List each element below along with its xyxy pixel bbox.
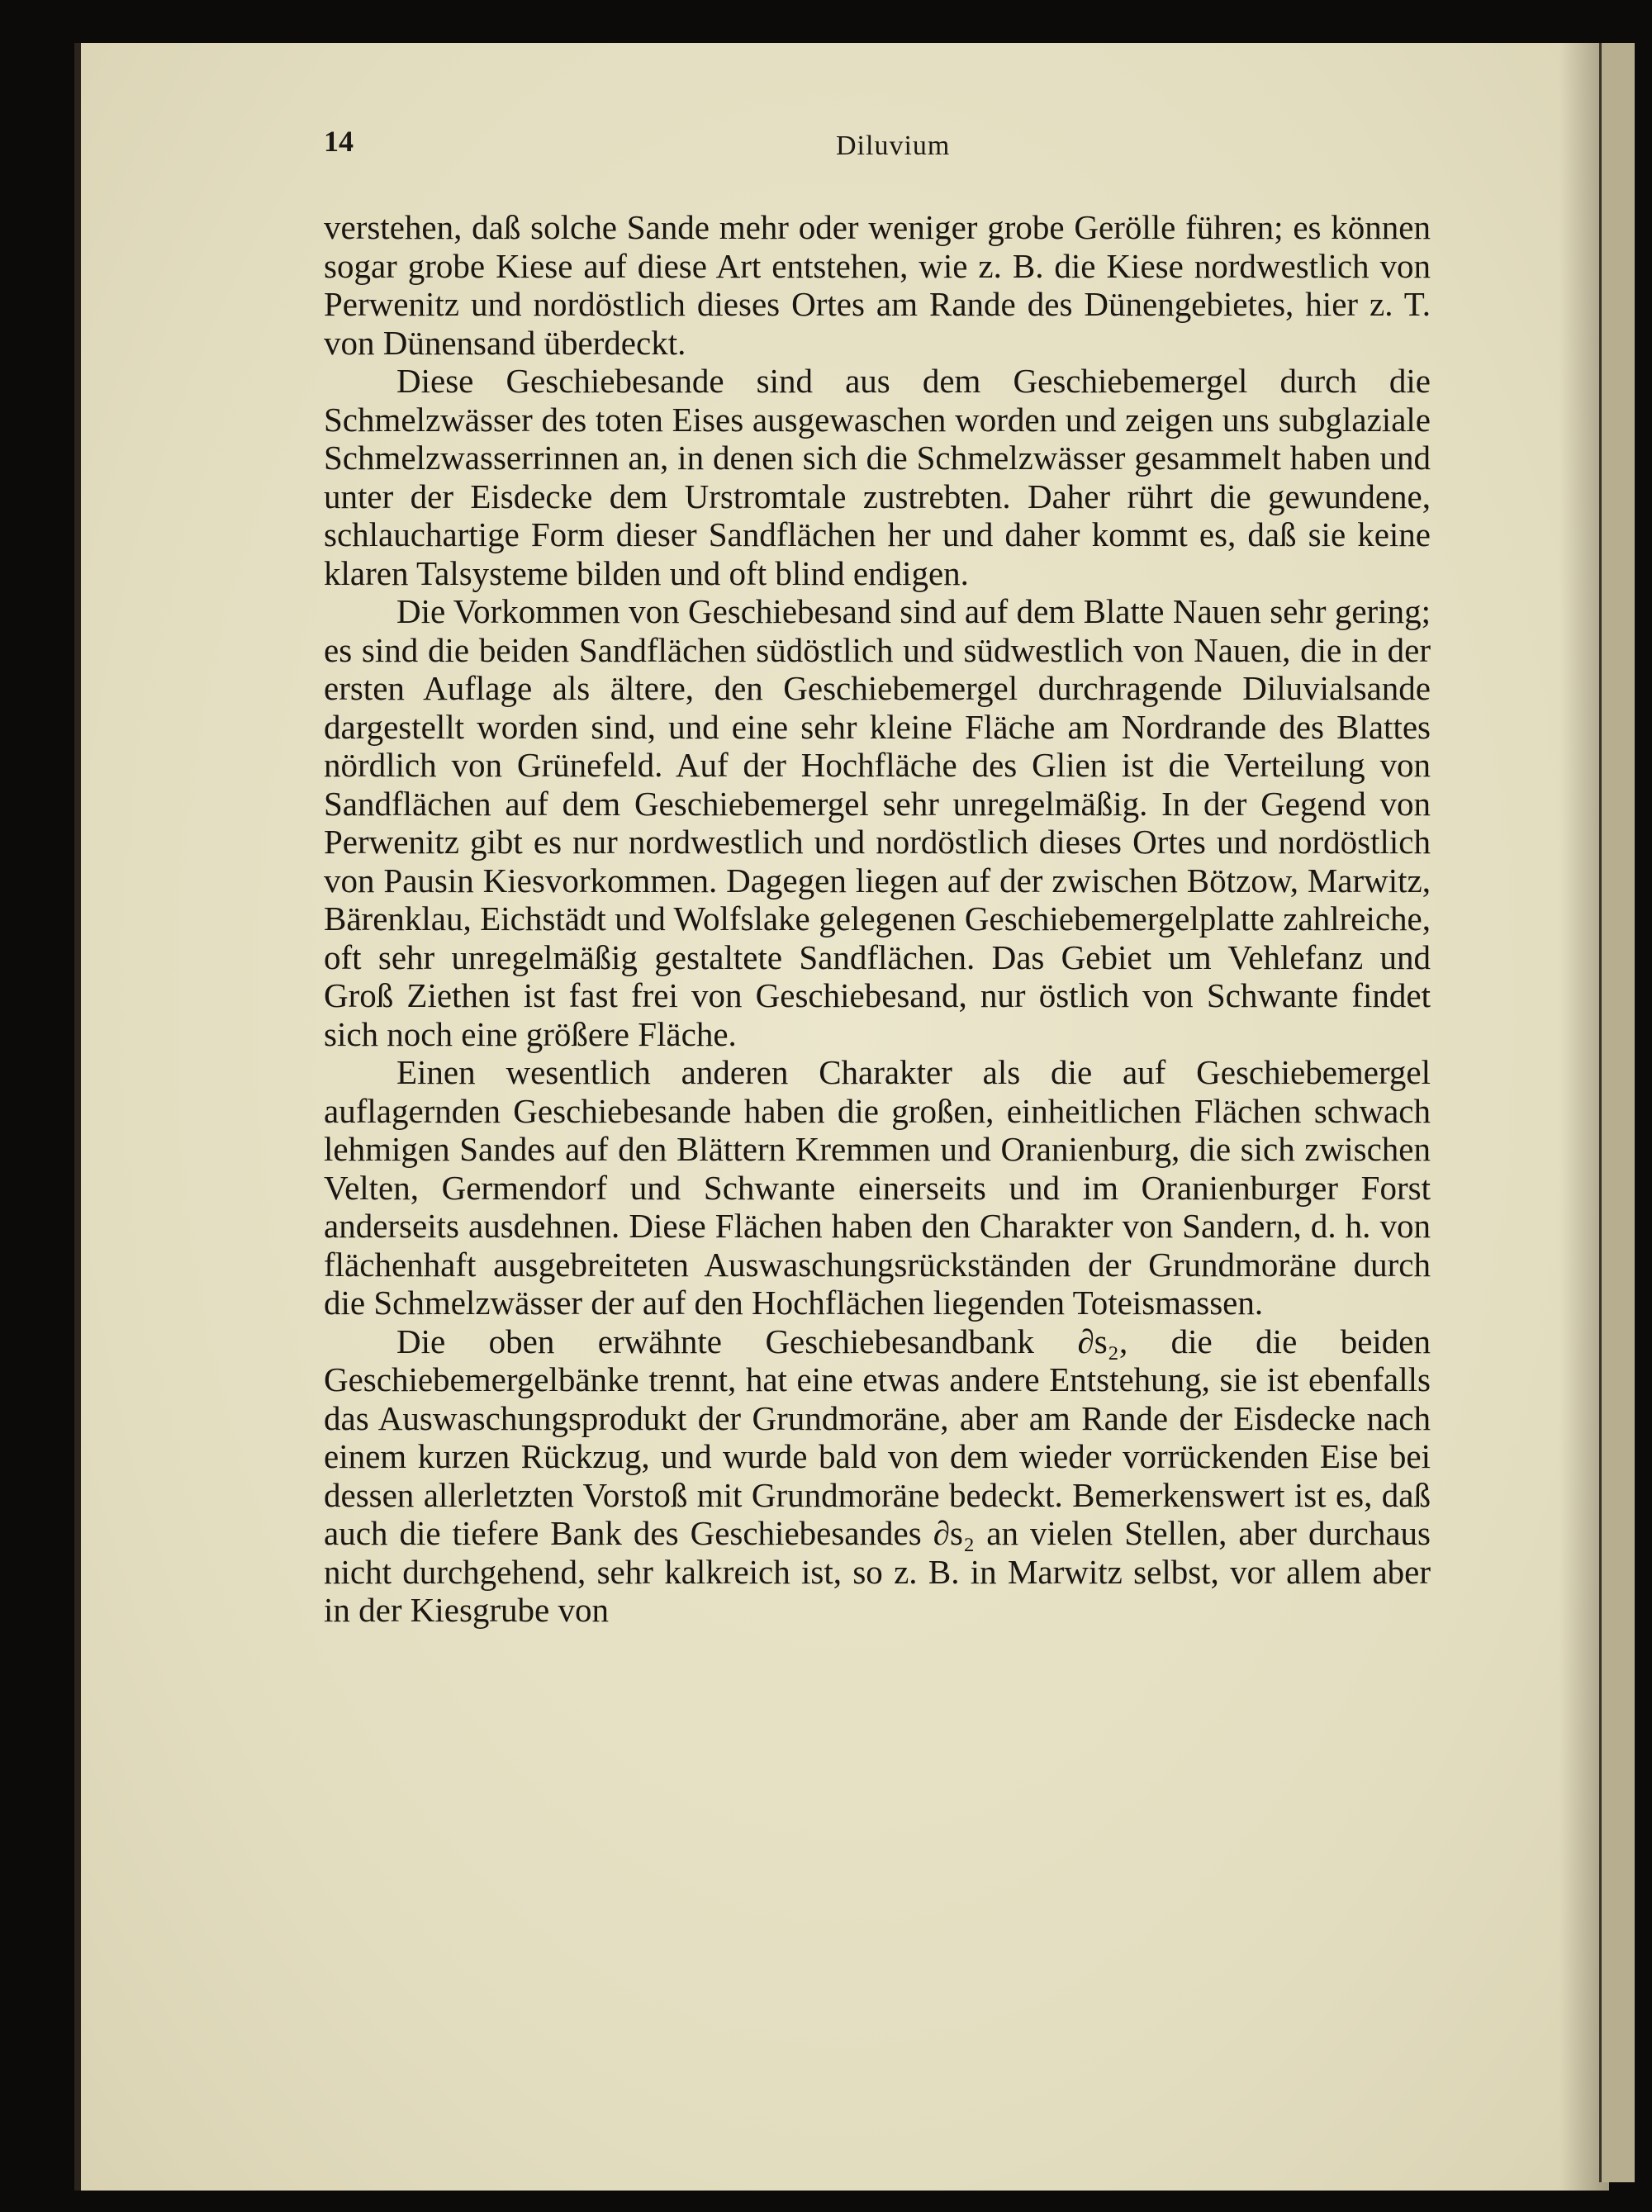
facing-page-edge (1599, 43, 1635, 2182)
body-text (324, 208, 1431, 1630)
paragraph-1: verstehen, daß solche Sande mehr oder weniger grobe Gerölle führen; es können sogar grobe Kiese auf diese Art entstehen, wie z. B. die Kiese nordwestlich von Perwenitz und nordöstlich dieses Ortes am Rande des Dünengebietes, hier z. T. von Dünensand überdeckt. (324, 208, 1431, 362)
page-number: 14 (324, 125, 354, 158)
running-title: Diluvium (836, 131, 951, 161)
paragraph-2: Diese Geschiebesande sind aus dem Geschiebemergel durch die Schmelzwässer des toten Eises ausgewaschen worden und zeigen uns subglaziale Schmelzwasserrinnen an, in denen sich die Schmelzwässer gesammelt haben und unter der Eisdecke dem Urstromtale zustrebten. Daher rührt die gewundene, schlauchartige Form dieser Sandflächen her und daher kommt es, daß sie keine klaren Talsysteme bilden und oft blind endigen. (324, 362, 1431, 592)
page-header (324, 124, 1431, 173)
paragraph-4: Einen wesentlich anderen Charakter als die auf Geschiebemergel auflagernden Geschiebesande haben die großen, einheitlichen Flächen schwach lehmigen Sandes auf den Blättern Kremmen und Oranienburg, die sich zwischen Velten, Germendorf und Schwante einerseits und im Oranienburger Forst anderseits ausdehnen. Diese Flächen haben den Charakter von Sandern, d. h. von flächenhaft ausgebreiteten Auswaschungsrückständen der Grundmoräne durch die Schmelzwässer der auf den Hochflächen liegenden Toteismassen. (324, 1053, 1431, 1322)
paragraph-5: Die oben erwähnte Geschiebesandbank ∂s₂, die die beiden Geschiebemergelbänke trennt, hat eine etwas andere Entstehung, sie ist ebenfalls das Auswaschungsprodukt der Grundmoräne, aber am Rande der Eisdecke nach einem kurzen Rückzug, und wurde bald von dem wieder vorrückenden Eise bei dessen allerletzten Vorstoß mit Grundmoräne bedeckt. Bemerkenswert ist es, daß auch die tiefere Bank des Geschiebesandes ∂s₂ an vielen Stellen, aber durchaus nicht durchgehend, sehr kalkreich ist, so z. B. in Marwitz selbst, vor allem aber in der Kiesgrube von (324, 1322, 1431, 1629)
paragraph-3: Die Vorkommen von Geschiebesand sind auf dem Blatte Nauen sehr gering; es sind die beiden Sandflächen südöstlich und südwestlich von Nauen, die in der ersten Auflage als ältere, den Geschiebemergel durchragende Diluvialsande dargestellt worden sind, und eine sehr kleine Fläche am Nordrande des Blattes nördlich von Grünefeld. Auf der Hochfläche des Glien ist die Verteilung von Sandflächen auf dem Geschiebemergel sehr unregelmäßig. In der Gegend von Perwenitz gibt es nur nordwestlich und nordöstlich dieses Ortes und nordöstlich von Pausin Kiesvorkommen. Dagegen liegen auf der zwischen Bötzow, Marwitz, Bärenklau, Eichstädt und Wolfslake gelegenen Geschiebemergelplatte zahlreiche, oft sehr unregelmäßig gestaltete Sandflächen. Das Gebiet um Vehlefanz und Groß Ziethen ist fast frei von Geschiebesand, nur östlich von Schwante findet sich noch eine größere Fläche. (324, 592, 1431, 1053)
